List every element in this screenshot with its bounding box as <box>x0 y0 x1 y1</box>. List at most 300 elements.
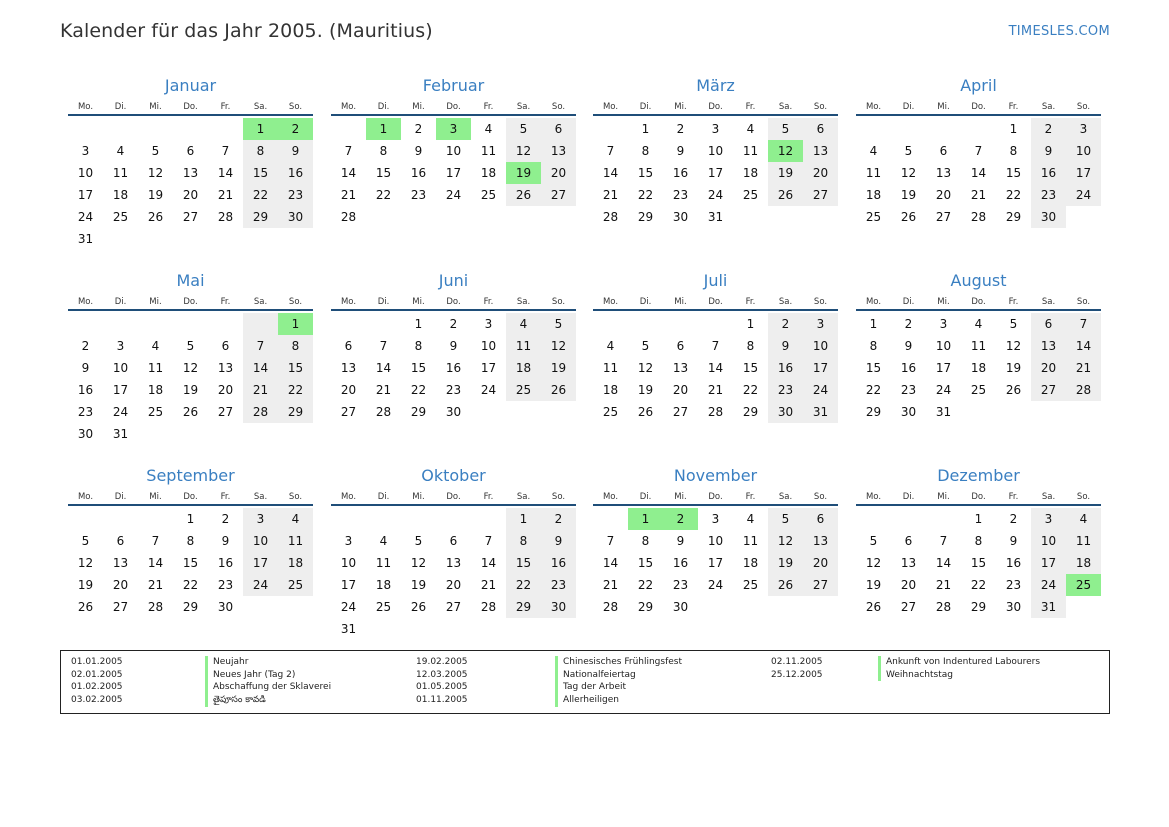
day-cell: 4 <box>746 512 755 526</box>
day-cell: 8 <box>641 534 650 548</box>
day-cell: 26 <box>1005 383 1022 397</box>
day-cell: 1 <box>278 313 313 335</box>
day-cell: 23 <box>445 383 462 397</box>
day-cell: 30 <box>1031 206 1066 228</box>
day-cell: 19 <box>768 552 803 574</box>
day-cell: 18 <box>147 383 164 397</box>
empty-day-cell <box>541 401 576 423</box>
day-cell: 22 <box>410 383 427 397</box>
weekday-header: So. <box>1066 295 1101 310</box>
day-cell: 6 <box>1031 313 1066 335</box>
day-cell: 16 <box>445 361 462 375</box>
day-cell: 21 <box>340 188 357 202</box>
day-cell: 30 <box>77 427 94 441</box>
weekday-header: Mo. <box>68 295 103 310</box>
legend-holiday-name: Chinesisches Frühlingsfest <box>555 656 682 669</box>
weekday-header: Sa. <box>506 295 541 310</box>
day-cell: 26 <box>77 600 94 614</box>
empty-day-cell <box>541 206 576 228</box>
weekday-header: Fr. <box>471 100 506 115</box>
day-cell: 12 <box>410 556 427 570</box>
day-cell: 25 <box>1066 574 1101 596</box>
day-cell: 22 <box>742 383 759 397</box>
weekday-header: Do. <box>698 295 733 310</box>
empty-day-cell <box>768 596 803 618</box>
day-cell: 28 <box>1066 379 1101 401</box>
legend-holiday-name: Allerheiligen <box>555 694 619 707</box>
day-cell: 8 <box>186 534 195 548</box>
day-cell: 1 <box>366 118 401 140</box>
day-cell: 12 <box>768 530 803 552</box>
day-cell: 31 <box>112 427 129 441</box>
brand-link[interactable]: TIMESLES.COM <box>1008 24 1110 39</box>
day-cell: 9 <box>414 144 423 158</box>
month-7 <box>593 270 838 423</box>
day-cell: 17 <box>707 556 724 570</box>
day-cell: 1 <box>641 122 650 136</box>
empty-day-cell <box>891 508 926 530</box>
weekday-header: Do. <box>173 295 208 310</box>
day-cell: 30 <box>1005 600 1022 614</box>
day-cell: 20 <box>112 578 129 592</box>
month-2 <box>331 75 576 228</box>
empty-day-cell <box>103 228 138 250</box>
weekday-header: Mo. <box>331 100 366 115</box>
empty-day-cell <box>471 206 506 228</box>
legend-entry <box>205 694 266 707</box>
legend-date: 01.01.2005 <box>71 657 123 667</box>
day-cell: 20 <box>340 383 357 397</box>
day-cell: 6 <box>186 144 195 158</box>
day-cell: 5 <box>904 144 913 158</box>
day-cell: 11 <box>1066 530 1101 552</box>
empty-day-cell <box>103 508 138 530</box>
legend-holiday-name: Weihnachtstag <box>878 669 953 682</box>
day-cell: 20 <box>935 188 952 202</box>
day-cell: 26 <box>182 405 199 419</box>
legend-date: 02.11.2005 <box>771 657 823 667</box>
day-cell: 15 <box>375 166 392 180</box>
day-cell: 3 <box>436 118 471 140</box>
weekday-header: Fr. <box>471 295 506 310</box>
weekday-header: So. <box>278 295 313 310</box>
day-cell: 25 <box>970 383 987 397</box>
day-cell: 6 <box>939 144 948 158</box>
day-cell: 23 <box>410 188 427 202</box>
day-cell: 17 <box>707 166 724 180</box>
day-cell: 8 <box>414 339 423 353</box>
empty-day-cell <box>366 508 401 530</box>
empty-day-cell <box>103 313 138 335</box>
weekday-header: So. <box>1066 100 1101 115</box>
day-cell: 2 <box>541 508 576 530</box>
day-cell: 1 <box>186 512 195 526</box>
empty-day-cell <box>208 118 243 140</box>
legend-entry <box>205 656 248 669</box>
day-cell: 25 <box>480 188 497 202</box>
day-cell: 19 <box>182 383 199 397</box>
weekday-header: So. <box>541 100 576 115</box>
day-cell: 29 <box>1005 210 1022 224</box>
day-cell: 25 <box>278 574 313 596</box>
legend-holiday-name: Neues Jahr (Tag 2) <box>205 669 295 682</box>
day-cell: 8 <box>1009 144 1018 158</box>
day-cell: 25 <box>147 405 164 419</box>
day-cell: 13 <box>112 556 129 570</box>
day-cell: 26 <box>637 405 654 419</box>
day-cell: 29 <box>278 401 313 423</box>
empty-day-cell <box>173 228 208 250</box>
day-cell: 19 <box>768 162 803 184</box>
day-cell: 27 <box>340 405 357 419</box>
empty-day-cell <box>961 401 996 423</box>
day-cell: 11 <box>506 335 541 357</box>
day-cell: 2 <box>449 317 458 331</box>
day-cell: 22 <box>1005 188 1022 202</box>
empty-day-cell <box>856 508 891 530</box>
day-cell: 11 <box>147 361 164 375</box>
month-table <box>68 490 313 618</box>
weekday-header: Fr. <box>208 490 243 505</box>
day-cell: 23 <box>77 405 94 419</box>
legend-date: 25.12.2005 <box>771 669 823 680</box>
weekday-header: Mo. <box>856 100 891 115</box>
weekday-header: Mi. <box>926 490 961 505</box>
empty-day-cell <box>366 618 401 640</box>
empty-day-cell <box>173 423 208 445</box>
weekday-header: Do. <box>436 295 471 310</box>
empty-day-cell <box>803 596 838 618</box>
weekday-header: Di. <box>103 100 138 115</box>
month-name: März <box>696 76 735 95</box>
day-cell: 18 <box>1066 552 1101 574</box>
empty-day-cell <box>471 618 506 640</box>
day-cell: 5 <box>1009 317 1018 331</box>
day-cell: 18 <box>112 188 129 202</box>
day-cell: 5 <box>641 339 650 353</box>
day-cell: 24 <box>340 600 357 614</box>
day-cell: 8 <box>974 534 983 548</box>
day-cell: 26 <box>900 210 917 224</box>
legend-entry <box>555 669 636 682</box>
day-cell: 19 <box>865 578 882 592</box>
day-cell: 29 <box>243 206 278 228</box>
day-cell: 23 <box>672 188 689 202</box>
weekday-header: Mo. <box>593 295 628 310</box>
day-cell: 21 <box>147 578 164 592</box>
day-cell: 16 <box>672 166 689 180</box>
weekday-header: Sa. <box>506 490 541 505</box>
month-table <box>856 490 1101 618</box>
empty-day-cell <box>208 313 243 335</box>
day-cell: 28 <box>243 401 278 423</box>
day-cell: 11 <box>375 556 392 570</box>
empty-day-cell <box>331 508 366 530</box>
weekday-header: Mi. <box>401 295 436 310</box>
day-cell: 29 <box>742 405 759 419</box>
day-cell: 24 <box>1031 574 1066 596</box>
day-cell: 11 <box>480 144 497 158</box>
day-cell: 13 <box>182 166 199 180</box>
day-cell: 18 <box>506 357 541 379</box>
weekday-header: Mo. <box>68 490 103 505</box>
day-cell: 21 <box>970 188 987 202</box>
day-cell: 30 <box>217 600 234 614</box>
day-cell: 16 <box>900 361 917 375</box>
day-cell: 1 <box>1009 122 1018 136</box>
day-cell: 27 <box>445 600 462 614</box>
weekday-header: Fr. <box>733 295 768 310</box>
legend-entry <box>878 656 1040 669</box>
empty-day-cell <box>1066 401 1101 423</box>
day-cell: 8 <box>869 339 878 353</box>
day-cell: 3 <box>484 317 493 331</box>
day-cell: 17 <box>112 383 129 397</box>
day-cell: 30 <box>900 405 917 419</box>
weekday-header: Fr. <box>996 295 1031 310</box>
day-cell: 7 <box>711 339 720 353</box>
day-cell: 6 <box>904 534 913 548</box>
weekday-header: So. <box>803 295 838 310</box>
empty-day-cell <box>243 596 278 618</box>
day-cell: 20 <box>445 578 462 592</box>
month-table <box>593 295 838 423</box>
day-cell: 23 <box>1005 578 1022 592</box>
weekday-header: Di. <box>891 490 926 505</box>
day-cell: 19 <box>541 357 576 379</box>
day-cell: 6 <box>221 339 230 353</box>
day-cell: 26 <box>541 379 576 401</box>
day-cell: 13 <box>445 556 462 570</box>
month-name: September <box>146 466 235 485</box>
empty-day-cell <box>401 206 436 228</box>
day-cell: 27 <box>182 210 199 224</box>
legend-date: 01.02.2005 <box>71 682 123 693</box>
weekday-header: Mi. <box>138 100 173 115</box>
day-cell: 7 <box>344 144 353 158</box>
day-cell: 2 <box>1009 512 1018 526</box>
day-cell: 30 <box>768 401 803 423</box>
day-cell: 14 <box>935 556 952 570</box>
day-cell: 25 <box>506 379 541 401</box>
weekday-header: Fr. <box>996 490 1031 505</box>
legend-holiday-name: తైపూసం కావడి <box>205 694 266 707</box>
month-5 <box>68 270 313 445</box>
empty-day-cell <box>243 228 278 250</box>
day-cell: 13 <box>1031 335 1066 357</box>
day-cell: 21 <box>602 578 619 592</box>
day-cell: 13 <box>900 556 917 570</box>
day-cell: 27 <box>1031 379 1066 401</box>
month-9 <box>68 465 313 618</box>
day-cell: 11 <box>112 166 129 180</box>
day-cell: 31 <box>935 405 952 419</box>
day-cell: 20 <box>541 162 576 184</box>
day-cell: 27 <box>803 184 838 206</box>
day-cell: 2 <box>278 118 313 140</box>
empty-day-cell <box>138 313 173 335</box>
day-cell: 22 <box>865 383 882 397</box>
day-cell: 21 <box>1066 357 1101 379</box>
day-cell: 8 <box>506 530 541 552</box>
day-cell: 4 <box>974 317 983 331</box>
weekday-header: Di. <box>891 295 926 310</box>
day-cell: 6 <box>449 534 458 548</box>
weekday-header: Di. <box>628 100 663 115</box>
weekday-header: Di. <box>366 295 401 310</box>
day-cell: 20 <box>803 162 838 184</box>
day-cell: 24 <box>445 188 462 202</box>
empty-day-cell <box>961 118 996 140</box>
day-cell: 11 <box>970 339 987 353</box>
day-cell: 6 <box>803 508 838 530</box>
day-cell: 22 <box>243 184 278 206</box>
empty-day-cell <box>208 423 243 445</box>
day-cell: 28 <box>480 600 497 614</box>
day-cell: 19 <box>900 188 917 202</box>
empty-day-cell <box>506 618 541 640</box>
day-cell: 4 <box>278 508 313 530</box>
empty-day-cell <box>243 423 278 445</box>
day-cell: 22 <box>375 188 392 202</box>
day-cell: 12 <box>77 556 94 570</box>
day-cell: 5 <box>186 339 195 353</box>
day-cell: 5 <box>414 534 423 548</box>
day-cell: 27 <box>935 210 952 224</box>
empty-day-cell <box>278 228 313 250</box>
day-cell: 26 <box>147 210 164 224</box>
empty-day-cell <box>331 118 366 140</box>
day-cell: 8 <box>278 335 313 357</box>
day-cell: 30 <box>672 600 689 614</box>
day-cell: 21 <box>375 383 392 397</box>
day-cell: 16 <box>410 166 427 180</box>
day-cell: 31 <box>1031 596 1066 618</box>
weekday-header: So. <box>1066 490 1101 505</box>
day-cell: 10 <box>77 166 94 180</box>
weekday-header: Mo. <box>68 100 103 115</box>
legend-entry <box>205 669 295 682</box>
weekday-header: Fr. <box>996 100 1031 115</box>
day-cell: 17 <box>77 188 94 202</box>
empty-day-cell <box>1031 401 1066 423</box>
day-cell: 25 <box>742 578 759 592</box>
weekday-header: Fr. <box>471 490 506 505</box>
weekday-header: Sa. <box>506 100 541 115</box>
month-11 <box>593 465 838 618</box>
day-cell: 9 <box>676 534 685 548</box>
day-cell: 14 <box>602 556 619 570</box>
day-cell: 7 <box>606 144 615 158</box>
month-10 <box>331 465 576 640</box>
day-cell: 23 <box>541 574 576 596</box>
empty-day-cell <box>891 118 926 140</box>
day-cell: 13 <box>541 140 576 162</box>
day-cell: 5 <box>506 118 541 140</box>
day-cell: 27 <box>803 574 838 596</box>
day-cell: 16 <box>278 162 313 184</box>
day-cell: 9 <box>221 534 230 548</box>
legend-date: 19.02.2005 <box>416 657 468 667</box>
weekday-header: Sa. <box>768 100 803 115</box>
day-cell: 10 <box>1031 530 1066 552</box>
day-cell: 4 <box>869 144 878 158</box>
day-cell: 11 <box>602 361 619 375</box>
day-cell: 15 <box>243 162 278 184</box>
day-cell: 5 <box>768 118 803 140</box>
legend-holiday-name: Neujahr <box>205 656 248 669</box>
day-cell: 17 <box>340 578 357 592</box>
weekday-header: Do. <box>698 490 733 505</box>
day-cell: 14 <box>1066 335 1101 357</box>
legend-holiday-name: Tag der Arbeit <box>555 681 626 694</box>
day-cell: 7 <box>939 534 948 548</box>
empty-day-cell <box>663 313 698 335</box>
day-cell: 15 <box>278 357 313 379</box>
day-cell: 8 <box>379 144 388 158</box>
weekday-header: Mo. <box>856 490 891 505</box>
day-cell: 15 <box>182 556 199 570</box>
empty-day-cell <box>103 118 138 140</box>
day-cell: 10 <box>340 556 357 570</box>
month-name: Dezember <box>937 466 1020 485</box>
weekday-header: Fr. <box>208 295 243 310</box>
weekday-header: So. <box>803 100 838 115</box>
month-name: Mai <box>176 271 205 290</box>
legend-date: 12.03.2005 <box>416 669 468 680</box>
empty-day-cell <box>593 118 628 140</box>
day-cell: 26 <box>506 184 541 206</box>
weekday-header: Mo. <box>331 490 366 505</box>
day-cell: 10 <box>803 335 838 357</box>
empty-day-cell <box>173 118 208 140</box>
day-cell: 7 <box>151 534 160 548</box>
day-cell: 23 <box>672 578 689 592</box>
day-cell: 27 <box>672 405 689 419</box>
day-cell: 4 <box>1066 508 1101 530</box>
month-1 <box>68 75 313 250</box>
month-12 <box>856 465 1101 618</box>
day-cell: 10 <box>707 144 724 158</box>
weekday-header: Mi. <box>138 295 173 310</box>
empty-day-cell <box>173 313 208 335</box>
day-cell: 22 <box>637 578 654 592</box>
empty-day-cell <box>733 206 768 228</box>
empty-day-cell <box>593 313 628 335</box>
day-cell: 17 <box>480 361 497 375</box>
day-cell: 2 <box>414 122 423 136</box>
day-cell: 24 <box>1066 184 1101 206</box>
day-cell: 3 <box>939 317 948 331</box>
empty-day-cell <box>1066 596 1101 618</box>
empty-day-cell <box>278 423 313 445</box>
empty-day-cell <box>366 206 401 228</box>
day-cell: 22 <box>970 578 987 592</box>
day-cell: 10 <box>707 534 724 548</box>
day-cell: 24 <box>243 574 278 596</box>
day-cell: 23 <box>217 578 234 592</box>
day-cell: 15 <box>637 556 654 570</box>
day-cell: 29 <box>637 210 654 224</box>
day-cell: 18 <box>970 361 987 375</box>
day-cell: 13 <box>803 140 838 162</box>
day-cell: 5 <box>541 313 576 335</box>
day-cell: 22 <box>637 188 654 202</box>
day-cell: 29 <box>506 596 541 618</box>
month-name: August <box>950 271 1007 290</box>
day-cell: 18 <box>742 556 759 570</box>
day-cell: 6 <box>541 118 576 140</box>
